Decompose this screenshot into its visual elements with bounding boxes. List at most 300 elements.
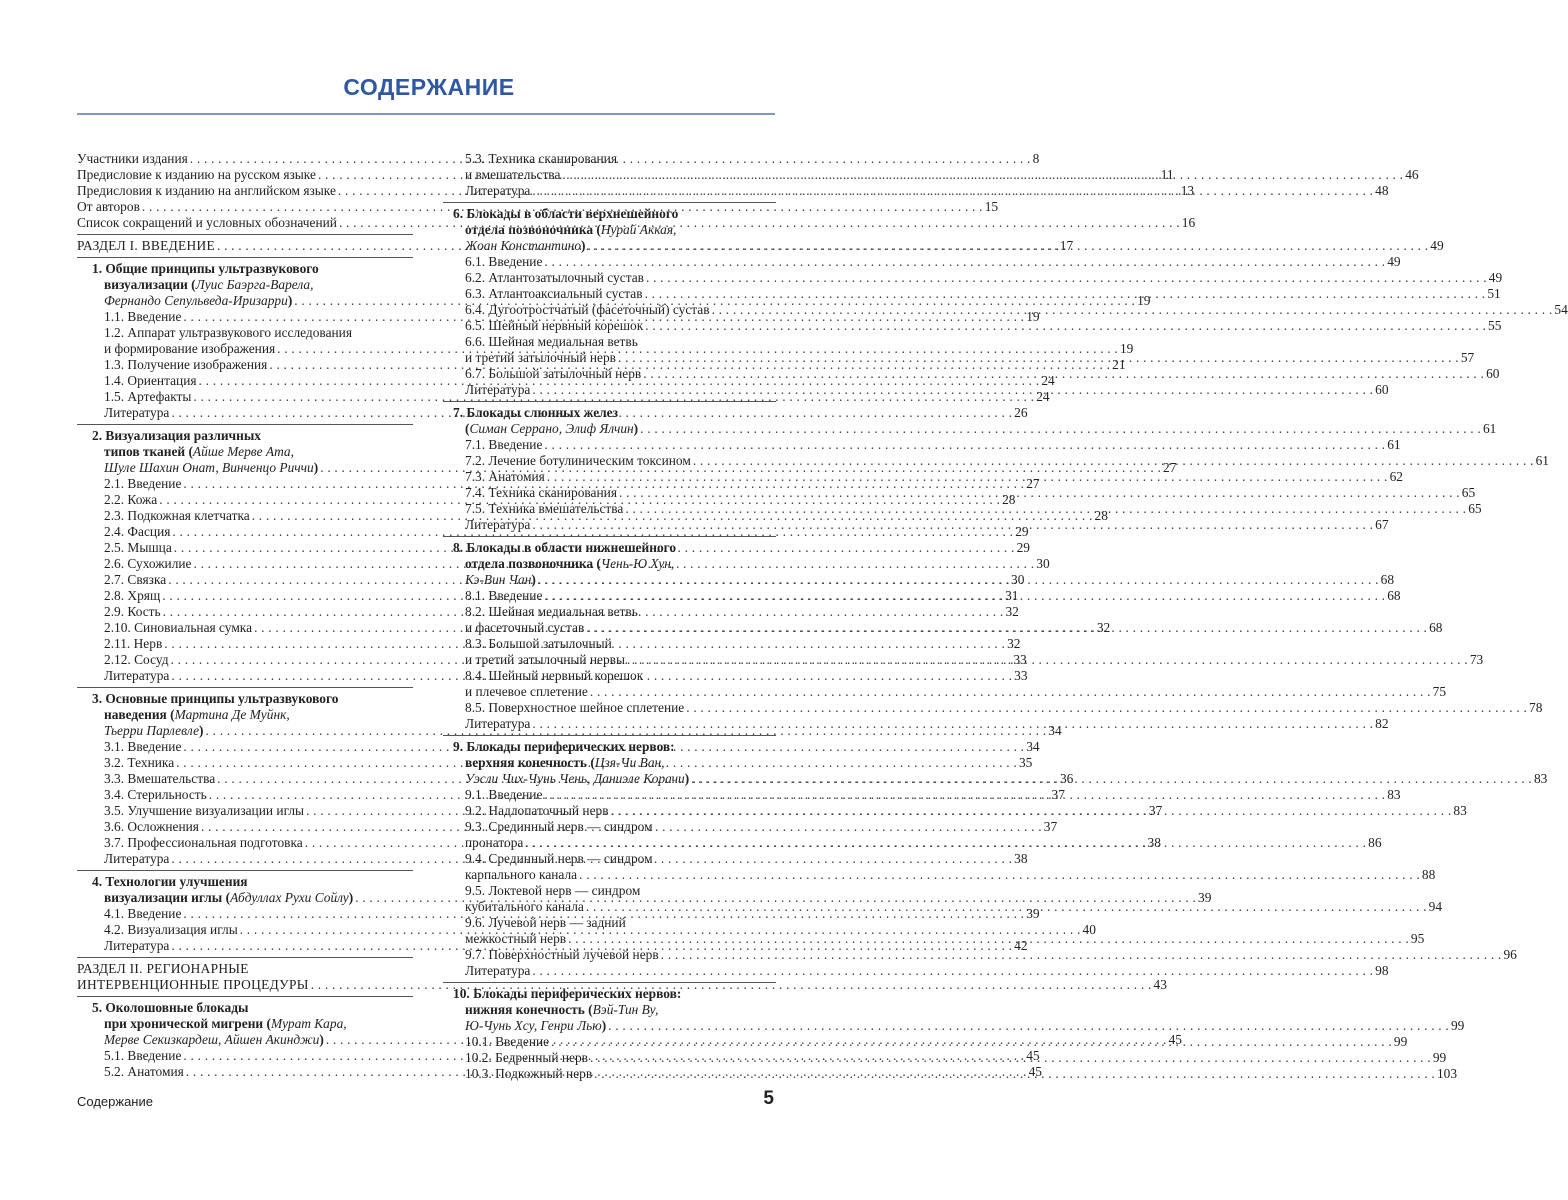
chapter-title-line bbox=[77, 1016, 413, 1032]
toc-entry-text: 9.2. Надлопаточный нерв bbox=[465, 803, 609, 818]
chapter-title-text: 6. Блокады в области верхнешейного bbox=[453, 206, 679, 221]
toc-sub-entry bbox=[443, 636, 776, 652]
toc-entry-text: 3.7. Профессиональная подготовка bbox=[104, 835, 303, 850]
leader-dots bbox=[643, 366, 1484, 382]
toc-entry-page: 24 bbox=[1036, 389, 1050, 404]
chapter-authors: Цзя-Чи Ван, bbox=[594, 755, 665, 770]
leader-dots bbox=[712, 302, 1553, 318]
toc-entry-page: 61 bbox=[1387, 437, 1401, 452]
chapter-title-line bbox=[443, 1002, 776, 1018]
toc-entry-text: Участники издания bbox=[77, 151, 188, 166]
chapter-title-line bbox=[77, 277, 413, 293]
toc-entry-text: Предисловие к изданию на русском языке bbox=[77, 167, 316, 182]
toc-entry-text: 1.3. Получение изображения bbox=[104, 357, 268, 372]
chapter-title-bold: ) bbox=[313, 460, 319, 475]
toc-entry-text: Литература bbox=[465, 716, 531, 731]
toc-entry-page: 55 bbox=[1488, 318, 1502, 333]
chapter-title-bold: верхняя конечность ( bbox=[465, 755, 595, 770]
toc-entry-page: 38 bbox=[1147, 835, 1161, 850]
toc-entry-text: 8.5. Поверхностное шейное сплетение bbox=[465, 700, 685, 715]
leader-dots bbox=[544, 787, 1385, 803]
toc-entry-text: 7.3. Анатомия bbox=[465, 469, 545, 484]
chapter-title-text: 7. Блокады слюнных желез bbox=[453, 405, 618, 420]
toc-sub-entry bbox=[443, 963, 1389, 979]
chapter-authors: Фернандо Сепульведа-Иризарри bbox=[104, 293, 288, 308]
toc-entry-page: 61 bbox=[1535, 453, 1549, 468]
chapter-title-bold: ) bbox=[319, 1032, 324, 1047]
toc-entry-text: 3.2. Техника bbox=[104, 755, 175, 770]
leader-dots bbox=[568, 931, 1409, 947]
toc-entry-text: и формирование изображения bbox=[104, 341, 276, 356]
chapter-title-line bbox=[443, 222, 776, 238]
toc-entry-page: 94 bbox=[1428, 899, 1443, 914]
toc-entry-text: межкостный нерв bbox=[465, 931, 567, 946]
leader-dots bbox=[611, 803, 1452, 819]
leader-dots bbox=[618, 350, 1459, 366]
toc-entry-page: 37 bbox=[1043, 819, 1058, 834]
toc-entry-page: 49 bbox=[1387, 254, 1401, 269]
toc-entry-page: 82 bbox=[1375, 716, 1389, 731]
chapter-authors: Кэ-Вин Чан bbox=[465, 572, 532, 587]
section-2-heading bbox=[77, 961, 413, 977]
toc-entry-page: 16 bbox=[1181, 215, 1196, 230]
toc-sub-entry bbox=[443, 318, 1502, 334]
toc-entry-page: 45 bbox=[1168, 1032, 1182, 1047]
toc-entry-page: 27 bbox=[1163, 460, 1177, 475]
chapter-title bbox=[443, 986, 776, 1002]
toc-entry-page: 65 bbox=[1468, 501, 1482, 516]
leader-dots bbox=[587, 238, 1428, 254]
chapter-title-bold: ) bbox=[581, 238, 586, 253]
chapter-title-text bbox=[104, 293, 292, 309]
chapter-title-bold: типов тканей ( bbox=[104, 444, 193, 459]
chapter-title-line bbox=[77, 444, 413, 460]
toc-entry-page: 19 bbox=[1119, 341, 1134, 356]
toc-entry-page: 29 bbox=[1016, 540, 1030, 555]
chapter-title-bold: ) bbox=[531, 572, 536, 587]
toc-entry-text: 5.3. Техника сканирования bbox=[465, 151, 617, 166]
toc-entry-text: и третий затылочный нервы bbox=[465, 652, 626, 667]
toc-entry-page: 95 bbox=[1410, 931, 1425, 946]
chapter-authors: Мартина Де Муйнк, bbox=[174, 707, 290, 722]
toc-entry-text: Литература bbox=[104, 938, 170, 953]
toc-entry-page: 88 bbox=[1421, 867, 1436, 882]
chapter-title-bold: ) bbox=[287, 293, 293, 308]
toc-entry-text: Литература bbox=[465, 183, 531, 198]
chapter-title-text bbox=[465, 556, 674, 572]
toc-entry-text: кубитального канала bbox=[465, 899, 584, 914]
chapter-title-text bbox=[104, 723, 204, 739]
toc-sub-entry bbox=[443, 947, 1517, 963]
leader-dots bbox=[586, 899, 1427, 915]
toc-entry-text: 6.7. Большой затылочный нерв bbox=[465, 366, 642, 381]
chapter-title-text bbox=[104, 890, 353, 906]
chapter-title-text: 10. Блокады периферических нервов: bbox=[453, 986, 682, 1001]
toc-entry-page: 32 bbox=[1005, 604, 1019, 619]
toc-entry-page: 33 bbox=[1013, 652, 1027, 667]
toc-entry-page: 51 bbox=[1487, 286, 1501, 301]
toc-entry-page: 54 bbox=[1554, 302, 1568, 317]
toc-entry-text: 6.4. Дугоотростчатый (фасеточный) сустав bbox=[465, 302, 710, 317]
toc-entry-page: 30 bbox=[1011, 572, 1025, 587]
leader-dots bbox=[551, 1034, 1392, 1050]
chapter-title-line bbox=[443, 556, 776, 572]
toc-sub-entry bbox=[443, 700, 1543, 716]
toc-entry-text: и вмешательства bbox=[465, 167, 561, 182]
toc-entry-text: 6.6. Шейная медиальная ветвь bbox=[465, 334, 638, 349]
toc-entry-text: 10.2. Бедренный нерв bbox=[465, 1050, 589, 1065]
toc-entry-text: и фасеточный сустав bbox=[465, 620, 585, 635]
chapter-authors: Нурай Аккая, bbox=[600, 222, 677, 237]
leader-dots bbox=[625, 501, 1466, 517]
section-2-heading-line bbox=[77, 977, 1167, 993]
chapter-title-text bbox=[104, 277, 313, 293]
leader-dots bbox=[544, 254, 1385, 270]
toc-entry-page: 65 bbox=[1461, 485, 1476, 500]
toc-entry-text: 2.11. Нерв bbox=[104, 636, 163, 651]
chapter-title bbox=[443, 540, 776, 556]
chapter-title-text bbox=[104, 460, 318, 476]
leader-dots bbox=[544, 588, 1385, 604]
toc-entry-page: 34 bbox=[1026, 739, 1040, 754]
toc-entry-text: Литература bbox=[104, 405, 170, 420]
toc-entry-text: 2.8. Хрящ bbox=[104, 588, 161, 603]
toc-entry-text: 6.1. Введение bbox=[465, 254, 543, 269]
toc-entry-text: 9.6. Лучевой нерв — задний bbox=[465, 915, 626, 930]
toc-entry-text: 9.4. Срединный нерв — синдром bbox=[465, 851, 653, 866]
toc-entry-page: 75 bbox=[1432, 684, 1447, 699]
toc-entry-text: РАЗДЕЛ II. РЕГИОНАРНЫЕ bbox=[77, 961, 249, 976]
chapter-title bbox=[443, 206, 776, 222]
leader-dots bbox=[691, 771, 1532, 787]
toc-entry-page: 30 bbox=[1036, 556, 1050, 571]
leader-dots bbox=[594, 1066, 1435, 1082]
leader-dots bbox=[579, 867, 1420, 883]
toc-entry-text: 1.2. Аппарат ультразвукового исследования bbox=[104, 325, 352, 340]
toc-entry-text: 9.7. Поверхностный лучевой нерв bbox=[465, 947, 659, 962]
chapter-authors: Мурат Кара, bbox=[270, 1016, 347, 1031]
toc-entry-page: 103 bbox=[1436, 1066, 1458, 1081]
chapter-title-bold: ) bbox=[684, 771, 690, 786]
toc-entry-page: 8 bbox=[1032, 151, 1040, 166]
toc-entry-text: Литература bbox=[465, 382, 531, 397]
toc-entry-page: 39 bbox=[1198, 890, 1212, 905]
toc-sub-entry bbox=[443, 254, 1401, 270]
toc-entry-text: 3.5. Улучшение визуализации иглы bbox=[104, 803, 305, 818]
chapter-title-bold: ( bbox=[465, 421, 470, 436]
toc-entry-text: 2.4. Фасция bbox=[104, 524, 171, 539]
leader-dots bbox=[640, 421, 1481, 437]
chapter-title-text bbox=[104, 444, 294, 460]
chapter-title-line bbox=[77, 707, 413, 723]
toc-entry-text: 1.5. Артефакты bbox=[104, 389, 192, 404]
leader-dots bbox=[693, 453, 1534, 469]
chapter-title bbox=[77, 428, 413, 444]
toc-entry-text: 2.1. Введение bbox=[104, 476, 182, 491]
toc-sub-entry bbox=[443, 604, 776, 620]
chapter-title-text bbox=[465, 572, 536, 588]
toc-entry-page: 48 bbox=[1375, 183, 1389, 198]
chapter-title-bold: наведения ( bbox=[104, 707, 175, 722]
toc-entry-text: Предисловия к изданию на английском языке bbox=[77, 183, 336, 198]
toc-entry-text: 6.3. Атлантоаксиальный сустав bbox=[465, 286, 643, 301]
toc-entry-text: 7.5. Техника вмешательства bbox=[465, 501, 624, 516]
page-title: СОДЕРЖАНИЕ bbox=[343, 74, 515, 100]
leader-dots bbox=[586, 620, 1427, 636]
chapter-title-line bbox=[443, 755, 776, 771]
toc-entry-page: 34 bbox=[1048, 723, 1062, 738]
toc-entry-text: 2.3. Подкожная клетчатка bbox=[104, 508, 250, 523]
page-number: 5 bbox=[763, 1088, 774, 1109]
toc-sub-entry bbox=[443, 915, 776, 931]
toc-entry-page: 24 bbox=[1041, 373, 1055, 388]
toc-entry-text: Список сокращений и условных обозначений bbox=[77, 215, 337, 230]
toc-entry-page: 21 bbox=[1112, 357, 1126, 372]
chapter-authors: Ю-Чунь Хсу, Генри Лью bbox=[465, 1018, 602, 1033]
leader-dots bbox=[547, 469, 1388, 485]
toc-sub-entry bbox=[443, 819, 776, 835]
leader-dots bbox=[538, 572, 1379, 588]
chapter-title bbox=[77, 691, 413, 707]
chapter-title-text bbox=[465, 771, 689, 787]
toc-entry-page: 46 bbox=[1405, 167, 1419, 182]
toc-entry-page: 26 bbox=[1014, 405, 1028, 420]
toc-entry-text: От авторов bbox=[77, 199, 140, 214]
toc-entry-text: 9.1. Введение bbox=[465, 787, 543, 802]
leader-dots bbox=[544, 437, 1385, 453]
leader-dots bbox=[645, 318, 1486, 334]
toc-entry-page: 49 bbox=[1430, 238, 1444, 253]
toc-entry-text: 2.5. Мышца bbox=[104, 540, 172, 555]
toc-entry-page: 86 bbox=[1368, 835, 1382, 850]
chapter-title-bold: при хронической мигрени ( bbox=[104, 1016, 271, 1031]
chapter-title-text bbox=[465, 1002, 658, 1018]
toc-entry-page: 60 bbox=[1375, 382, 1389, 397]
toc-entry-page: 43 bbox=[1153, 977, 1167, 992]
chapter-title-line bbox=[443, 1018, 1465, 1034]
toc-sub-entry bbox=[443, 151, 776, 167]
toc-entry-page: 42 bbox=[1014, 938, 1028, 953]
chapter-title-text: 9. Блокады периферических нервов: bbox=[453, 739, 675, 754]
chapter-title-bold: ) bbox=[199, 723, 204, 738]
chapter-authors: Мерве Секизкардеш, Айшен Акинджи bbox=[104, 1032, 320, 1047]
chapter-authors: Шуле Шахин Онат, Винченцо Риччи bbox=[104, 460, 314, 475]
toc-entry-page: 98 bbox=[1375, 963, 1389, 978]
chapter-title-text bbox=[104, 1032, 324, 1048]
toc-entry-text: 10.1. Введение bbox=[465, 1034, 550, 1049]
toc-entry-page: 83 bbox=[1387, 787, 1401, 802]
leader-dots bbox=[608, 1018, 1449, 1034]
toc-entry-text: 8.3. Большой затылочный bbox=[465, 636, 612, 651]
chapter-title-bold: ) bbox=[601, 1018, 607, 1033]
toc-entry-text: 7.2. Лечение ботулиническим токсином bbox=[465, 453, 691, 468]
toc-entry-text: 2.2. Кожа bbox=[104, 492, 158, 507]
chapter-title-text: 2. Визуализация различных bbox=[92, 428, 261, 443]
toc-sub-entry bbox=[443, 867, 1436, 883]
toc-entry-page: 45 bbox=[1028, 1064, 1042, 1079]
chapter-authors: Вэй-Тин Ву, bbox=[592, 1002, 659, 1017]
chapter-title-text: 8. Блокады в области нижнешейного bbox=[453, 540, 677, 555]
toc-entry-page: 40 bbox=[1082, 922, 1096, 937]
leader-dots bbox=[532, 183, 1373, 199]
leader-dots bbox=[590, 684, 1431, 700]
toc-entry-page: 57 bbox=[1460, 350, 1475, 365]
toc-entry-page: 32 bbox=[1096, 620, 1111, 635]
chapter-authors: Уэсли Чих-Чунь Чень, Даниэле Корачи bbox=[465, 771, 685, 786]
toc-entry-text: 7.1. Введение bbox=[465, 437, 543, 452]
toc-entry-text: 2.12. Сосуд bbox=[104, 652, 169, 667]
title-rule bbox=[77, 113, 775, 115]
leader-dots bbox=[661, 947, 1502, 963]
toc-entry-page: 17 bbox=[1059, 238, 1074, 253]
toc-entry-text: 4.1. Введение bbox=[104, 906, 182, 921]
toc-entry-text: 10.3. Подкожный нерв bbox=[465, 1066, 593, 1081]
toc-entry-text: 2.10. Синовиальная сумка bbox=[104, 620, 253, 635]
toc-sub-entry bbox=[77, 325, 413, 341]
leader-dots bbox=[532, 517, 1373, 533]
leader-dots bbox=[525, 835, 1366, 851]
toc-entry-page: 49 bbox=[1488, 270, 1503, 285]
toc-sub-entry bbox=[443, 334, 776, 350]
toc-entry-text: 6.5. Шейный нервный корешок bbox=[465, 318, 644, 333]
toc-entry-page: 19 bbox=[1026, 309, 1040, 324]
toc-entry-page: 27 bbox=[1026, 476, 1040, 491]
toc-entry-text: 3.3. Вмешательства bbox=[104, 771, 216, 786]
toc-entry-text: 5.2. Анатомия bbox=[104, 1064, 184, 1079]
toc-entry-page: 45 bbox=[1026, 1048, 1040, 1063]
toc-entry-text: 2.9. Кость bbox=[104, 604, 161, 619]
chapter-title bbox=[77, 1000, 413, 1016]
toc-entry-text: 2.6. Сухожилие bbox=[104, 556, 192, 571]
toc-entry-page: 15 bbox=[984, 199, 999, 214]
toc-entry-page: 68 bbox=[1380, 572, 1395, 587]
toc-entry-page: 83 bbox=[1453, 803, 1467, 818]
toc-entry-page: 28 bbox=[1002, 492, 1016, 507]
toc-sub-entry bbox=[443, 883, 776, 899]
chapter-authors: Чень-Ю Хун, bbox=[600, 556, 675, 571]
toc-entry-page: 99 bbox=[1450, 1018, 1465, 1033]
toc-entry-page: 36 bbox=[1059, 771, 1074, 786]
chapter-title bbox=[443, 739, 776, 755]
leader-dots bbox=[532, 382, 1373, 398]
chapter-title-text bbox=[104, 707, 290, 723]
toc-entry-text: Литература bbox=[104, 668, 170, 683]
toc-entry-text: и третий затылочный нерв bbox=[465, 350, 617, 365]
toc-entry-text: 9.5. Локтевой нерв — синдром bbox=[465, 883, 641, 898]
toc-entry-text: ИНТЕРВЕНЦИОННЫЕ ПРОЦЕДУРЫ bbox=[77, 977, 309, 992]
toc-sub-entry bbox=[443, 684, 1447, 700]
toc-entry-text: 7.4. Техника сканирования bbox=[465, 485, 617, 500]
chapter-authors: Тьерри Парлевле bbox=[104, 723, 200, 738]
toc-entry-page: 99 bbox=[1432, 1050, 1447, 1065]
leader-dots bbox=[590, 1050, 1431, 1066]
chapter-title-bold: нижняя конечность ( bbox=[465, 1002, 593, 1017]
chapter-title bbox=[77, 261, 413, 277]
toc-entry-text: 6.2. Атлантозатылочный сустав bbox=[465, 270, 644, 285]
chapter-title-bold: отдела позвоночника ( bbox=[465, 222, 601, 237]
toc-entry-text: 3.4. Стерильность bbox=[104, 787, 207, 802]
toc-entry-page: 13 bbox=[1180, 183, 1195, 198]
chapter-title-text bbox=[465, 238, 585, 254]
toc-entry-text: и плечевое сплетение bbox=[465, 684, 588, 699]
toc-entry-text: 5.1. Введение bbox=[104, 1048, 182, 1063]
leader-dots bbox=[627, 652, 1468, 668]
toc-entry-page: 38 bbox=[1014, 851, 1028, 866]
leader-dots bbox=[532, 963, 1373, 979]
chapter-title-text: 4. Технологии улучшения bbox=[92, 874, 248, 889]
toc-entry-page: 78 bbox=[1529, 700, 1543, 715]
toc-entry-text: Литература bbox=[465, 517, 531, 532]
toc-entry-text: 8.2. Шейная медиальная ветвь bbox=[465, 604, 638, 619]
toc-entry-page: 67 bbox=[1375, 517, 1389, 532]
toc-entry-page: 35 bbox=[1018, 755, 1033, 770]
toc-entry-page: 60 bbox=[1486, 366, 1500, 381]
toc-entry-text: 9.3. Срединный нерв — синдром bbox=[465, 819, 653, 834]
toc-entry-page: 68 bbox=[1429, 620, 1443, 635]
chapter-title-text bbox=[465, 755, 665, 771]
toc-entry-text: 1.1. Введение bbox=[104, 309, 182, 324]
chapter-title-text bbox=[104, 1016, 347, 1032]
running-footer: Содержание bbox=[77, 1094, 153, 1109]
toc-entry-text: 2.7. Связка bbox=[104, 572, 167, 587]
toc-sub-entry bbox=[443, 668, 776, 684]
toc-entry-page: 33 bbox=[1014, 668, 1028, 683]
toc-entry-page: 96 bbox=[1503, 947, 1517, 962]
leader-dots bbox=[686, 700, 1527, 716]
chapter-authors: Айше Мерве Ата, bbox=[192, 444, 294, 459]
chapter-authors: Луис Баэрга-Варела, bbox=[195, 277, 314, 292]
leader-dots bbox=[619, 485, 1460, 501]
chapter-title-text bbox=[465, 1018, 606, 1034]
toc-entry-text: 8.4. Шейный нервный корешок bbox=[465, 668, 644, 683]
toc-entry-page: 29 bbox=[1015, 524, 1029, 539]
toc-entry-page: 99 bbox=[1393, 1034, 1408, 1049]
toc-entry-page: 83 bbox=[1533, 771, 1548, 786]
leader-dots bbox=[645, 286, 1486, 302]
chapter-title-text: 1. Общие принципы ультразвукового bbox=[92, 261, 319, 276]
toc-entry-text: 3.6. Осложнения bbox=[104, 819, 199, 834]
chapter-title-text bbox=[465, 421, 638, 437]
toc-entry-text: 4.2. Визуализация иглы bbox=[104, 922, 238, 937]
leader-dots bbox=[646, 270, 1487, 286]
chapter-authors: Абдуллах Рухи Сойлу bbox=[230, 890, 349, 905]
toc-entry-text: 8.1. Введение bbox=[465, 588, 543, 603]
toc-entry-page: 68 bbox=[1387, 588, 1401, 603]
chapter-title-line bbox=[443, 421, 1497, 437]
chapter-title bbox=[77, 874, 413, 890]
toc-entry-page: 19 bbox=[1137, 293, 1151, 308]
chapter-title-bold: визуализации ( bbox=[104, 277, 196, 292]
chapter-authors: Жоан Константино bbox=[465, 238, 582, 253]
leader-dots bbox=[532, 716, 1373, 732]
chapter-title-text: 5. Околошовные блокады bbox=[92, 1000, 249, 1015]
toc-entry-text: Литература bbox=[465, 963, 531, 978]
chapter-title-bold: ) bbox=[633, 421, 639, 436]
toc-entry-page: 61 bbox=[1482, 421, 1497, 436]
toc-entry-page: 11 bbox=[1160, 167, 1174, 182]
toc-entry-text: карпального канала bbox=[465, 867, 578, 882]
toc-entry-text: Литература bbox=[104, 851, 170, 866]
chapter-title-bold: отдела позвоночника ( bbox=[465, 556, 601, 571]
toc-entry-text: РАЗДЕЛ I. ВВЕДЕНИЕ bbox=[77, 238, 215, 253]
toc-sub-entry bbox=[443, 437, 1401, 453]
toc-sub-entry bbox=[443, 851, 776, 867]
toc-entry-text: пронатора bbox=[465, 835, 524, 850]
toc-entry-page: 62 bbox=[1389, 469, 1403, 484]
chapter-title bbox=[443, 405, 776, 421]
chapter-title-text bbox=[465, 222, 676, 238]
toc-entry-page: 39 bbox=[1026, 906, 1040, 921]
